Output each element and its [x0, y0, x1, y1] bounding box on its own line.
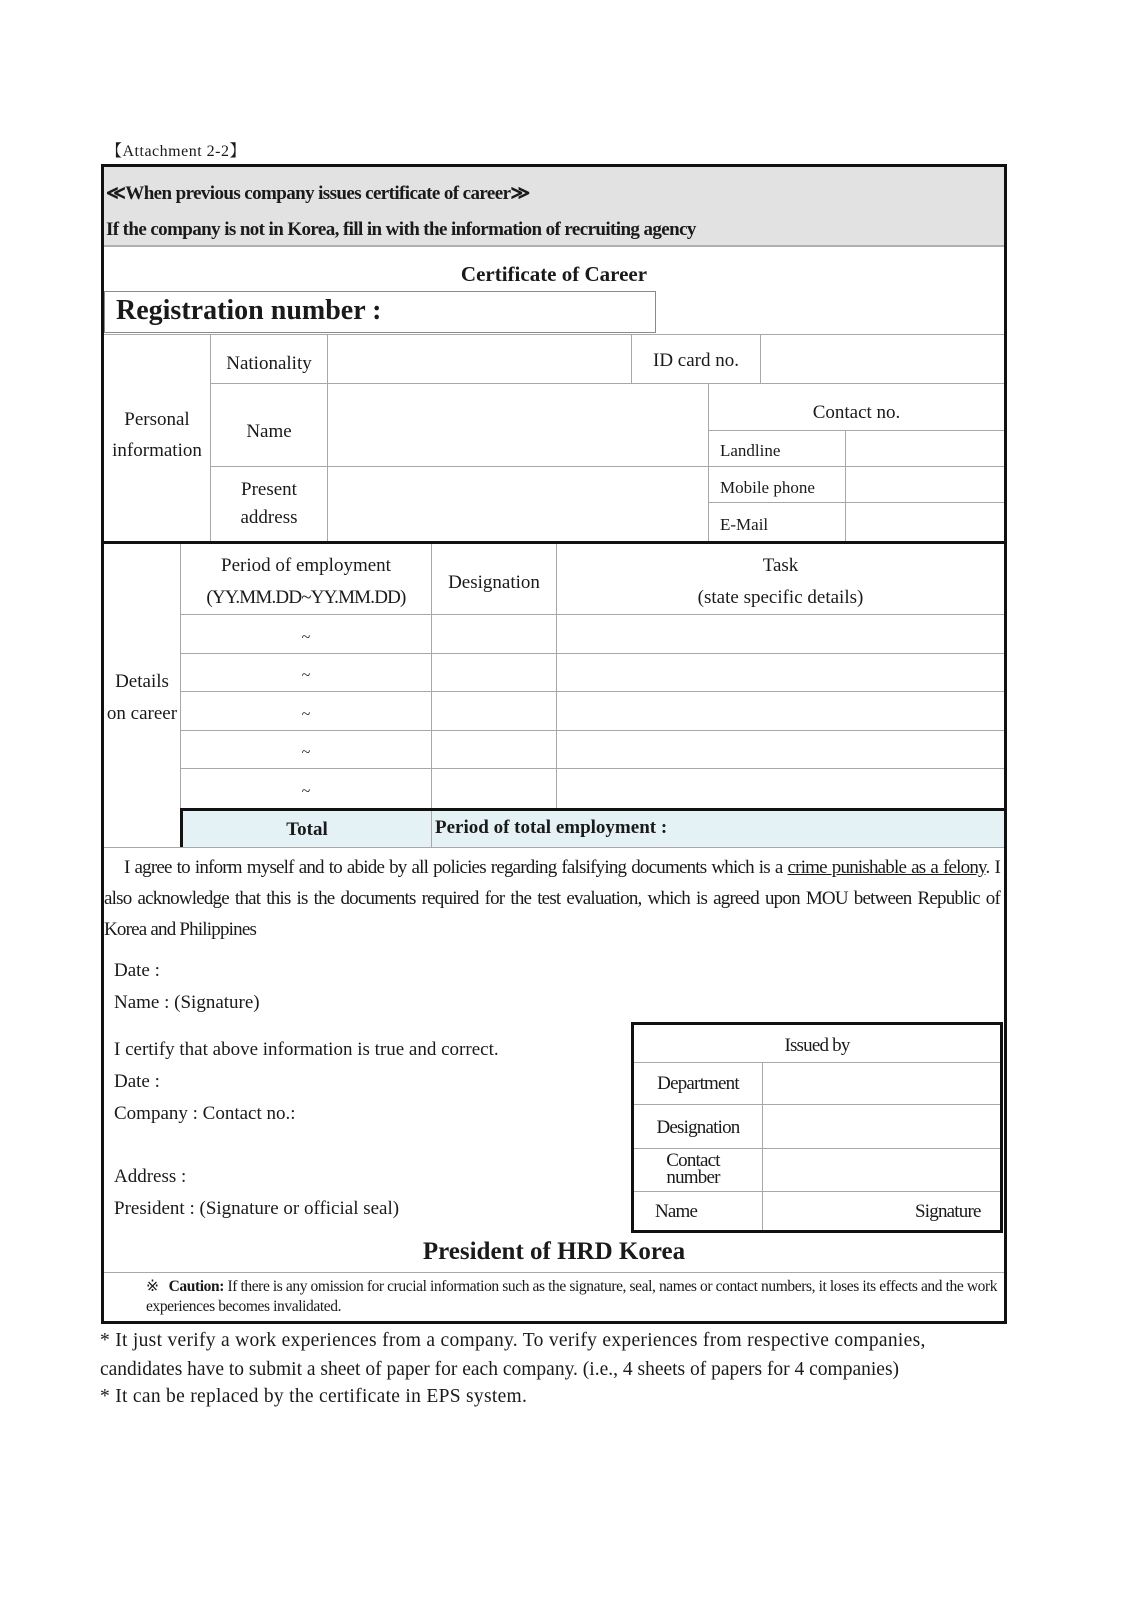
task-header-line2: (state specific details): [697, 587, 864, 608]
period-header-line2: (YY.MM.DD~YY.MM.DD): [206, 587, 406, 608]
total-label: Total: [286, 819, 328, 840]
reference-mark-icon: ※: [146, 1278, 159, 1295]
header-title: ≪When previous company issues certificate of career≫: [106, 183, 530, 204]
personal-information-label: Personal information: [112, 409, 202, 461]
agreement-text-part2: . I also acknowledge that this is the documents required for the test evaluation, which is agreed upon MOU between Republic of Korea and Philippines: [104, 857, 1000, 940]
period-input-3[interactable]: ~: [301, 705, 311, 723]
agreement-text-underlined: crime punishable as a felony: [787, 857, 986, 878]
details-on-career-label: Details on career: [106, 671, 178, 724]
applicant-name-signature-label: Name : (Signature): [114, 992, 260, 1013]
company-contact-label: Company : Contact no.:: [114, 1103, 296, 1124]
certify-statement: I certify that above information is true and correct.: [114, 1039, 499, 1060]
name-label: Name: [246, 421, 292, 442]
footnote-1: * It just verify a work experiences from a company. To verify experiences from respective companies,: [100, 1330, 926, 1351]
attachment-label: 【Attachment 2-2】: [106, 143, 246, 160]
issuer-signature-label: Signature: [915, 1201, 981, 1222]
period-input-1[interactable]: ~: [301, 628, 311, 646]
form-frame: [101, 164, 1007, 1324]
mobile-phone-label: Mobile phone: [720, 478, 815, 497]
president-signature-label: President : (Signature or official seal): [114, 1198, 400, 1219]
task-header-line1: Task: [762, 555, 799, 576]
total-period-label: Period of total employment :: [435, 817, 668, 838]
designation-header: Designation: [448, 572, 540, 593]
id-card-label: ID card no.: [653, 350, 739, 371]
registration-number-label: Registration number :: [116, 295, 382, 326]
applicant-date-label: Date :: [114, 960, 160, 981]
issuer-department-label: Department: [657, 1073, 739, 1094]
period-input-5[interactable]: ~: [301, 782, 311, 800]
certificate-title: Certificate of Career: [460, 262, 648, 286]
issuer-designation-label: Designation: [656, 1117, 740, 1138]
addressee: President of HRD Korea: [422, 1238, 686, 1265]
caution-label: Caution:: [168, 1278, 224, 1295]
header-instruction: If the company is not in Korea, fill in with the information of recruiting agency: [106, 219, 696, 240]
present-address-label: Present address: [240, 479, 298, 528]
footnotes: [100, 1326, 1012, 1410]
caution-text: If there is any omission for crucial information such as the signature, seal, names or contact numbers, it loses its effects and the work experiences becomes invalidated.: [146, 1278, 998, 1315]
period-input-2[interactable]: ~: [301, 667, 311, 684]
company-date-label: Date :: [114, 1071, 160, 1092]
agreement-text-part1: I agree to inform myself and to abide by all policies regarding falsifying documents which is a: [124, 857, 788, 878]
period-header-line1: Period of employment: [221, 555, 391, 576]
issuer-name-label: Name: [655, 1201, 698, 1222]
contact-no-label: Contact no.: [812, 402, 901, 423]
email-label: E-Mail: [720, 515, 769, 534]
nationality-label: Nationality: [226, 353, 312, 374]
company-address-label: Address :: [114, 1166, 187, 1187]
period-input-4[interactable]: ~: [301, 744, 311, 761]
issuer-contact-number-label: Contact number: [666, 1150, 720, 1188]
landline-label: Landline: [720, 441, 781, 460]
footnote-3: * It can be replaced by the certificate in EPS system.: [100, 1386, 528, 1407]
issued-by-title: Issued by: [784, 1035, 850, 1056]
footnote-2: candidates have to submit a sheet of paper for each company. (i.e., 4 sheets of papers for 4 companies): [100, 1359, 900, 1380]
